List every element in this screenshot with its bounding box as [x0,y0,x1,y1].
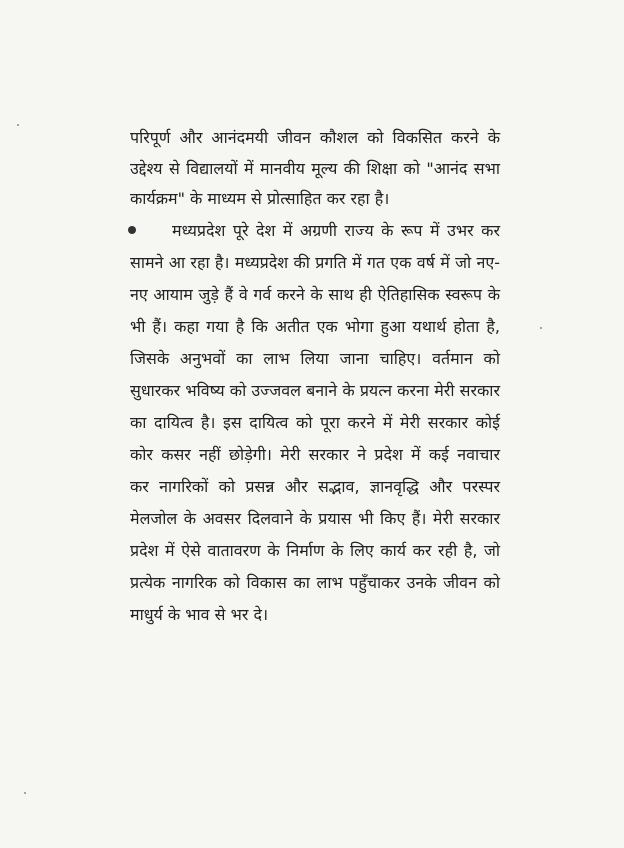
scan-speck [17,124,19,126]
paragraph-2-line-10: मेलजोल के अवसर दिलवाने के प्रयास भी किए हैं। मेरी सरकार [130,509,500,528]
paragraph-2-line-2: सामने आ रहा है। मध्यप्रदेश की प्रगति में गत एक वर्ष में जो नए- [130,253,500,272]
paragraph-2-line-8: कोर कसर नहीं छोड़ेगी। मेरी सरकार ने प्रदेश में कई नवाचार [130,445,500,464]
paragraph-2-line-11: प्रदेश में ऐसे वातावरण के निर्माण के लिए कार्य कर रही है, जो [130,541,500,560]
scan-speck [540,327,542,329]
paragraph-1-line-2: उद्देश्य से विद्यालयों में मानवीय मूल्य की शिक्षा को "आनंद सभा [130,159,500,178]
scan-speck [24,792,26,794]
bullet-marker [128,226,136,234]
paragraph-2-line-9: कर नागरिकों को प्रसन्न और सद्भाव, ज्ञानवृद्धि और परस्पर [130,477,500,496]
paragraph-1-line-3: कार्यक्रम" के माध्यम से प्रोत्साहित कर रहा है। [130,189,390,208]
paragraph-2-line-13: माधुर्य के भाव से भर दे। [130,605,269,624]
paragraph-2-line-5: जिसके अनुभवों का लाभ लिया जाना चाहिए। वर्तमान को [130,349,500,368]
paragraph-2-line-4: भी हैं। कहा गया है कि अतीत एक भोगा हुआ यथार्थ होता है, [130,317,500,336]
paragraph-2-line-12: प्रत्येक नागरिक को विकास का लाभ पहुँचाकर उनके जीवन को [130,573,500,592]
paragraph-2-line-7: का दायित्व है। इस दायित्व को पूरा करने में मेरी सरकार कोई [130,413,500,432]
paragraph-2-line-3: नए आयाम जुड़े हैं वे गर्व करने के साथ ही ऐतिहासिक स्वरूप के [130,285,500,304]
paragraph-2-line-1: मध्यप्रदेश पूरे देश में अग्रणी राज्य के रूप में उभर कर [172,221,500,240]
paragraph-2-line-6: सुधारकर भविष्य को उज्जवल बनाने के प्रयत्न करना मेरी सरकार [130,381,500,400]
paragraph-1-line-1: परिपूर्ण और आनंदमयी जीवन कौशल को विकसित करने के [130,128,500,147]
